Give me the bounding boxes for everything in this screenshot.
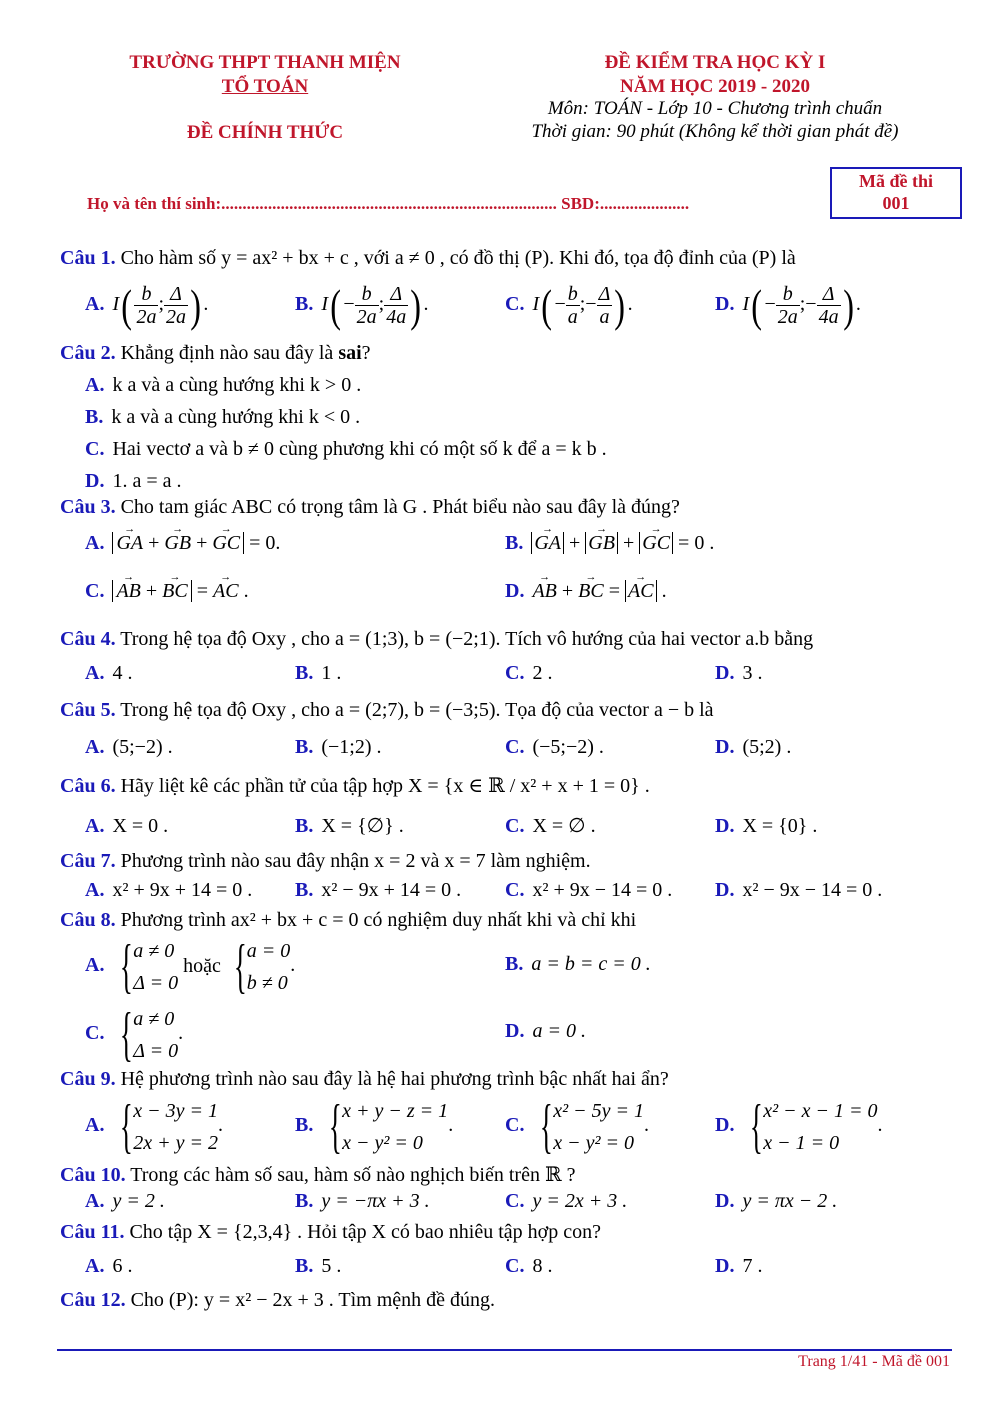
q4-option-c[interactable] (505, 660, 552, 686)
option-label: B. (295, 1114, 314, 1137)
option-label: B. (85, 406, 104, 428)
option-text: k a và a cùng hướng khi k < 0 . (111, 406, 361, 428)
q7-option-d[interactable] (715, 877, 882, 903)
option-text: (5;2) . (742, 736, 792, 758)
option-text: 2 . (532, 662, 553, 684)
q2-option-d[interactable] (85, 468, 182, 494)
q10-option-a[interactable] (85, 1188, 165, 1214)
option-label: B. (295, 293, 314, 316)
question-1-number: Câu 1. (60, 247, 116, 269)
option-text: x² + 9x + 14 = 0 . (112, 879, 253, 901)
q8-option-c[interactable]: C. { a ≠ 0 Δ = 0 . (85, 1001, 184, 1067)
question-12 (60, 1287, 495, 1313)
q4-option-d[interactable] (715, 660, 762, 686)
q8-or-word: hoặc (183, 955, 221, 977)
option-text: 1 . (321, 662, 342, 684)
option-text: y = −πx + 3 . (321, 1190, 430, 1212)
q10-option-d[interactable] (715, 1188, 837, 1214)
q9-option-a[interactable]: A. { x − 3y = 1 2x + y = 2 . (85, 1093, 224, 1159)
option-label: D. (715, 879, 735, 901)
question-4-text: Trong hệ tọa độ Oxy , cho a = (1;3), b = (−2;1). Tích vô hướng của hai vector a.b bằng (115, 628, 814, 650)
option-label: B. (295, 662, 314, 684)
question-6-number: Câu 6. (60, 775, 116, 797)
option-text: k a và a cùng hướng khi k > 0 . (112, 374, 362, 396)
option-text: 4 . (112, 662, 133, 684)
q6-option-b[interactable] (295, 813, 404, 839)
option-label: D. (715, 1190, 735, 1212)
option-label: A. (85, 1114, 105, 1137)
question-11-number: Câu 11. (60, 1221, 125, 1243)
question-12-number: Câu 12. (60, 1289, 126, 1311)
q7-option-b[interactable] (295, 877, 461, 903)
option-text: 8 . (532, 1255, 553, 1277)
q8-option-b[interactable] (505, 951, 651, 977)
option-label: A. (85, 532, 105, 554)
question-10 (60, 1162, 575, 1188)
question-11-text: Cho tập X = {2,3,4} . Hỏi tập X có bao nhiêu tập hợp con? (124, 1221, 601, 1243)
q8-option-d[interactable] (505, 1018, 586, 1044)
time-line: Thời gian: 90 phút (Không kể thời gian phát đề) (531, 121, 899, 142)
department-name: TỔ TOÁN (221, 76, 309, 97)
option-label: A. (85, 879, 105, 901)
option-label: C. (505, 736, 525, 758)
question-5 (60, 697, 714, 723)
q3-option-d[interactable]: D.→ AB + → BC = → AC . (505, 578, 667, 604)
option-text: X = {0} . (742, 815, 818, 837)
q2-option-b[interactable] (85, 404, 360, 430)
q7-option-a[interactable] (85, 877, 252, 903)
q2-option-c[interactable] (85, 436, 607, 462)
option-label: B. (295, 736, 314, 758)
option-label: C. (505, 879, 525, 901)
option-text: a = 0 . (532, 1020, 586, 1042)
q2-option-a[interactable] (85, 372, 361, 398)
question-7 (60, 848, 591, 874)
question-5-text: Trong hệ tọa độ Oxy , cho a = (2;7), b = (−3;5). Tọa độ của vector a − b là (115, 699, 714, 721)
option-label: D. (715, 1255, 735, 1277)
exam-code-box (830, 167, 962, 219)
option-text: x² − 9x + 14 = 0 . (321, 879, 462, 901)
option-label: B. (295, 1190, 314, 1212)
q11-option-c[interactable] (505, 1253, 552, 1279)
question-12-text: Cho (P): y = x² − 2x + 3 . Tìm mệnh đề đúng. (125, 1289, 496, 1311)
q3-option-a[interactable]: A.→ GA + → GB + → GC = 0. (85, 530, 280, 556)
question-2 (60, 340, 371, 366)
question-5-number: Câu 5. (60, 699, 116, 721)
q3-option-b[interactable]: B.→ GA + → GB + → GC = 0 . (505, 530, 714, 556)
q11-option-d[interactable] (715, 1253, 762, 1279)
q1-option-b[interactable]: B. I( − $\frac{b}{2a}$ ; $\frac{\Delta}{4a}$ ) . (295, 279, 429, 331)
option-label: D. (715, 1114, 735, 1137)
option-label: D. (505, 580, 525, 602)
option-text: x² − 9x − 14 = 0 . (742, 879, 883, 901)
q5-option-b[interactable] (295, 734, 382, 760)
exam-title: ĐỀ KIỂM TRA HỌC KỲ I (604, 52, 826, 73)
option-label: D. (715, 815, 735, 837)
question-4-number: Câu 4. (60, 628, 116, 650)
option-text: x² + 9x − 14 = 0 . (532, 879, 673, 901)
q5-option-c[interactable] (505, 734, 604, 760)
question-10-number: Câu 10. (60, 1164, 126, 1186)
q6-option-a[interactable] (85, 813, 168, 839)
question-8 (60, 907, 636, 933)
q10-option-c[interactable] (505, 1188, 627, 1214)
option-text: (−5;−2) . (532, 736, 604, 758)
option-text: y = 2 . (112, 1190, 165, 1212)
option-label: C. (505, 662, 525, 684)
question-11 (60, 1219, 601, 1245)
page-footer: Trang 1/41 - Mã đề 001 (798, 1353, 950, 1370)
q5-option-d[interactable] (715, 734, 791, 760)
option-text: 6 . (112, 1255, 133, 1277)
question-9-number: Câu 9. (60, 1068, 116, 1090)
question-9 (60, 1066, 669, 1092)
q4-option-a[interactable] (85, 660, 132, 686)
option-label: A. (85, 374, 105, 396)
option-label: C. (505, 1255, 525, 1277)
option-label: B. (295, 1255, 314, 1277)
question-4 (60, 626, 813, 652)
option-label: B. (295, 815, 314, 837)
q11-option-a[interactable] (85, 1253, 132, 1279)
option-label: A. (85, 662, 105, 684)
option-text: y = 2x + 3 . (532, 1190, 628, 1212)
option-label: B. (505, 532, 524, 554)
q1-option-a[interactable]: A. I( $\frac{b}{2a}$ ; $\frac{\Delta}{2a}$ ) . (85, 279, 209, 331)
option-text: X = ∅ . (532, 815, 596, 837)
question-3-number: Câu 3. (60, 496, 116, 518)
q9-option-d[interactable]: D. { x² − x − 1 = 0 x − 1 = 0 . (715, 1093, 883, 1159)
exam-code-label: Mã đề thi (859, 171, 933, 191)
option-label: A. (85, 736, 105, 758)
q7-option-c[interactable] (505, 877, 672, 903)
question-6-text: Hãy liệt kê các phần tử của tập hợp X = {x ∈ ℝ / x² + x + 1 = 0} . (115, 775, 650, 797)
option-text: 5 . (321, 1255, 342, 1277)
q1-option-d[interactable]: D. I( − $\frac{b}{2a}$ ;− $\frac{\Delta}{4a}$ ) . (715, 279, 861, 331)
option-label: C. (85, 580, 105, 602)
option-text: 3 . (742, 662, 763, 684)
school-year: NĂM HỌC 2019 - 2020 (620, 76, 810, 97)
option-label: A. (85, 293, 105, 316)
option-text: (5;−2) . (112, 736, 173, 758)
q9-option-c[interactable]: C. { x² − 5y = 1 x − y² = 0 . (505, 1093, 650, 1159)
option-label: A. (85, 1190, 105, 1212)
option-text: y = πx − 2 . (742, 1190, 838, 1212)
exam-code-value: 001 (882, 193, 910, 213)
question-2-emphasis: sai (338, 342, 362, 364)
q3-option-c[interactable]: C.→ AB + → BC = → AC . (85, 578, 249, 604)
question-8-number: Câu 8. (60, 909, 116, 931)
q11-option-b[interactable] (295, 1253, 341, 1279)
school-name: TRƯỜNG THPT THANH MIỆN (129, 52, 401, 73)
q5-option-a[interactable] (85, 734, 173, 760)
option-label: C. (505, 1114, 525, 1137)
option-label: A. (85, 954, 105, 977)
q1-option-c[interactable]: C. I( − $\frac{b}{a}$ ;− $\frac{\Delta}{a}$ ) . (505, 279, 633, 331)
question-10-text: Trong các hàm số sau, hàm số nào nghịch biến trên ℝ ? (125, 1164, 576, 1186)
option-label: C. (85, 438, 105, 460)
question-1-text: Cho hàm số y = ax² + bx + c , với a ≠ 0 , có đồ thị (P). Khi đó, tọa độ đỉnh của (P) là (115, 247, 796, 269)
option-label: B. (295, 879, 314, 901)
question-6 (60, 773, 650, 799)
option-label: D. (715, 293, 735, 316)
question-2-text: Khẳng định nào sau đây là (115, 342, 339, 364)
option-label: D. (715, 662, 735, 684)
option-text: 1. a = a . (112, 470, 182, 492)
option-label: B. (505, 953, 524, 975)
option-text: X = {∅} . (321, 815, 404, 837)
question-9-text: Hệ phương trình nào sau đây là hệ hai phương trình bậc nhất hai ẩn? (115, 1068, 669, 1090)
option-text: 7 . (742, 1255, 763, 1277)
option-text: Hai vectơ a và b ≠ 0 cùng phương khi có một số k để a = k b . (112, 438, 607, 460)
option-label: D. (715, 736, 735, 758)
question-7-text: Phương trình nào sau đây nhận x = 2 và x = 7 làm nghiệm. (115, 850, 591, 872)
q8-option-a[interactable]: A. { a ≠ 0 Δ = 0 hoặc { a = 0 b ≠ 0 . (85, 933, 296, 999)
q9-option-b[interactable]: B. { x + y − z = 1 x − y² = 0 . (295, 1093, 454, 1159)
footer-divider (57, 1349, 952, 1351)
option-label: D. (85, 470, 105, 492)
q6-option-c[interactable] (505, 813, 596, 839)
official-label: ĐỀ CHÍNH THỨC (186, 122, 344, 143)
question-2-end: ? (361, 342, 371, 364)
option-label: C. (505, 1190, 525, 1212)
q10-option-b[interactable] (295, 1188, 430, 1214)
subject-line: Môn: TOÁN - Lớp 10 - Chương trình chuẩn (547, 98, 883, 119)
question-1 (60, 245, 796, 271)
question-8-text: Phương trình ax² + bx + c = 0 có nghiệm duy nhất khi và chỉ khi (115, 909, 637, 931)
question-3 (60, 494, 680, 520)
option-label: C. (85, 1022, 105, 1045)
option-label: C. (505, 293, 525, 316)
option-label: D. (505, 1020, 525, 1042)
question-2-number: Câu 2. (60, 342, 116, 364)
option-text: (−1;2) . (321, 736, 382, 758)
option-label: A. (85, 815, 105, 837)
option-text: X = 0 . (112, 815, 169, 837)
student-info-line: Họ và tên thí sinh:............................................................................... SBD:..................... (87, 194, 690, 213)
question-3-text: Cho tam giác ABC có trọng tâm là G . Phát biểu nào sau đây là đúng? (115, 496, 680, 518)
option-label: C. (505, 815, 525, 837)
question-7-number: Câu 7. (60, 850, 116, 872)
option-label: A. (85, 1255, 105, 1277)
option-text: a = b = c = 0 . (531, 953, 651, 975)
q4-option-b[interactable] (295, 660, 341, 686)
q6-option-d[interactable] (715, 813, 817, 839)
